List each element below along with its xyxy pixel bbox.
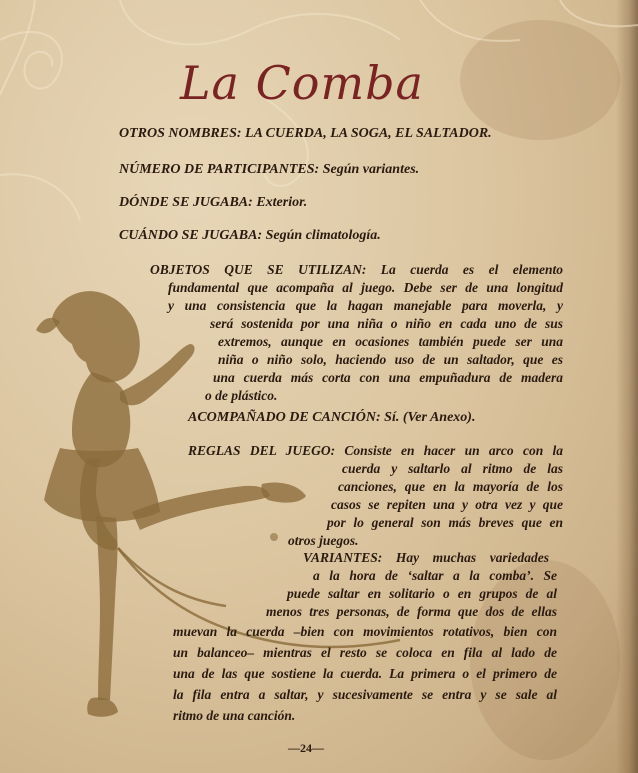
variantes-line: menos tres personas, de forma que dos de ellas bbox=[266, 604, 557, 619]
reglas-first-text: Consiste en hacer un arco con la bbox=[335, 443, 563, 458]
variantes-first-line bbox=[303, 550, 549, 566]
reglas-line: por lo general son más breves que en bbox=[327, 515, 563, 530]
variantes-line: un balanceo– mientras el resto se coloca en fila al lado de bbox=[173, 645, 557, 660]
donde-label: DÓNDE SE JUGABA: bbox=[119, 195, 253, 210]
reglas-label: REGLAS DEL JUEGO: bbox=[188, 443, 336, 458]
acompanado-value: Sí. (Ver Anexo). bbox=[380, 410, 476, 425]
variantes-line: una de las que sostiene la cuerda. La primera o el primero de bbox=[173, 666, 557, 681]
reglas-line: otros juegos. bbox=[288, 533, 359, 548]
variantes-first-text: Hay muchas variedades bbox=[382, 550, 549, 565]
participantes-field bbox=[119, 162, 419, 178]
objetos-line: fundamental que acompaña al juego. Debe ser de una longitud bbox=[168, 280, 563, 295]
reglas-line: casos se repiten una y otra vez y que bbox=[331, 497, 563, 512]
participantes-value: Según variantes. bbox=[319, 162, 420, 177]
variantes-line: puede saltar en solitario o en grupos de al bbox=[287, 586, 557, 601]
otros-nombres-value: LA CUERDA, LA SOGA, EL SALTADOR. bbox=[241, 126, 492, 141]
objetos-line: o de plástico. bbox=[205, 388, 278, 403]
acompanado-label: ACOMPAÑADO DE CANCIÓN: bbox=[188, 410, 381, 425]
otros-nombres-field bbox=[119, 126, 492, 142]
reglas-line: canciones, que en la mayoría de los bbox=[338, 479, 563, 494]
cuando-label: CUÁNDO SE JUGABA: bbox=[119, 228, 263, 243]
reglas-first-line bbox=[188, 443, 563, 459]
variantes-label: VARIANTES: bbox=[303, 550, 383, 565]
page-title: La Comba bbox=[180, 56, 424, 110]
page-number: —24— bbox=[288, 741, 324, 755]
reglas-line: cuerda y saltarlo al ritmo de las bbox=[342, 461, 563, 476]
rope-knot bbox=[270, 533, 278, 541]
objetos-first-text: La cuerda es el elemento bbox=[366, 262, 563, 277]
cuando-field bbox=[119, 228, 381, 244]
variantes-line: muevan la cuerda –bien con movimientos rotativos, bien con bbox=[173, 624, 557, 639]
objetos-line: niña o niño solo, haciendo uso de un saltador, que es bbox=[218, 352, 563, 367]
variantes-line: ritmo de una canción. bbox=[173, 708, 296, 723]
otros-nombres-label: OTROS NOMBRES: bbox=[119, 126, 242, 141]
objetos-line: será sostenida por una niña o niño en cada uno de sus bbox=[210, 316, 563, 331]
objetos-label: OBJETOS QUE SE UTILIZAN: bbox=[150, 262, 367, 277]
objetos-line: y una consistencia que la hagan manejable para moverla, y bbox=[168, 298, 563, 313]
participantes-label: NÚMERO DE PARTICIPANTES: bbox=[119, 162, 320, 177]
donde-field bbox=[119, 195, 307, 211]
variantes-line: la fila entra a saltar, y sucesivamente se entra y se sale al bbox=[173, 687, 557, 702]
donde-value: Exterior. bbox=[252, 195, 308, 210]
acompanado-field bbox=[188, 410, 475, 426]
variantes-line: a la hora de ‘saltar a la comba’. Se bbox=[313, 568, 557, 583]
cuando-value: Según climatología. bbox=[262, 228, 381, 243]
objetos-line: una cuerda más corta con una empuñadura de madera bbox=[213, 370, 563, 385]
objetos-line: extremos, aunque en ocasiones también puede ser una bbox=[218, 334, 563, 349]
objetos-first-line bbox=[150, 262, 563, 278]
